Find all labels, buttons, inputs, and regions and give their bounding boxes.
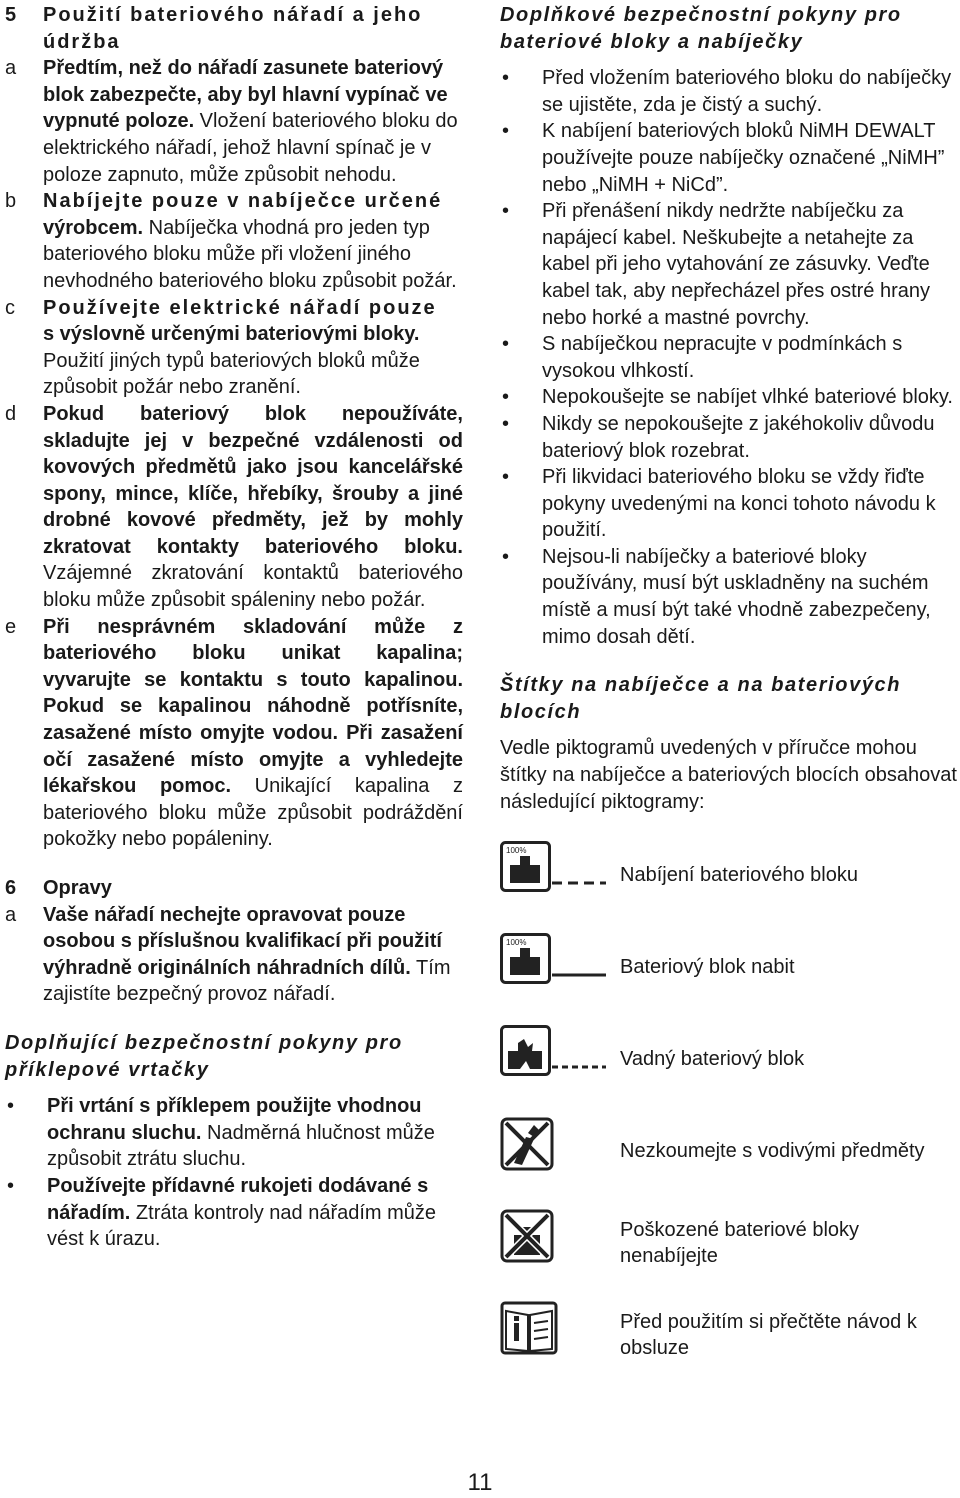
bullet-point: • (502, 67, 510, 90)
item-label: a (5, 903, 17, 926)
drill-safety-heading: Doplňující bezpečnostní pokyny pro příklepové vrtačky (5, 1031, 403, 1081)
no-charge-damaged-icon (500, 1209, 610, 1277)
item-bold-text: s výslovně určenými bateriovými bloky. (43, 323, 420, 346)
item-bold-text: výrobcem. (43, 216, 144, 239)
item-body-text: Vzájemné zkratování kontaktů bateriového bloku může způsobit spáleniny nebo požár. (43, 562, 463, 612)
section-5-heading (5, 2, 463, 55)
item-bold-text: Při vrtání s příklepem použijte vhodnou ochranu sluchu. (47, 1095, 422, 1144)
icon-label: Nezkoumejte s vodivými předměty (620, 1139, 925, 1162)
section-number: 5 (5, 4, 17, 26)
battery-safety-text: Nepokoušejte se nabíjet vlhké bateriové bloky. (542, 386, 953, 409)
left-column (5, 2, 463, 1253)
battery-safety-text: Před vložením bateriového bloku do nabíječky se ujistěte, zda je čistý a suchý. (542, 67, 952, 116)
item-label: d (5, 402, 17, 425)
item-6a (5, 902, 463, 1008)
battery-defective-icon (500, 1025, 610, 1093)
bullet-point: • (502, 545, 510, 568)
item-bold-text: Používejte přídavné rukojeti dodávané s nářadím. (47, 1174, 429, 1224)
battery-safety-heading: Doplňkové bezpečnostní pokyny pro bateriové bloky a nabíječky (500, 4, 902, 53)
item-bold-text: Vaše nářadí nechejte opravovat pouze osobou s příslušnou kvalifikací při použití výhradně originálních náhradních dílů. (43, 903, 442, 979)
bullet-point: • (502, 412, 510, 435)
icon-row-defective (500, 1013, 958, 1105)
battery-safety-text: K nabíjení bateriových bloků NiMH DEWALT používejte pouze nabíječky označené „NiMH” nebo „NiMH + NiCd”. (542, 120, 945, 196)
item-5c (5, 295, 463, 401)
item-label: c (5, 296, 15, 319)
item-body-text: Tím zajistíte bezpečný provoz nářadí. (43, 956, 451, 1006)
icon-row-no-conductive (500, 1105, 958, 1197)
section-number: 6 (5, 877, 17, 899)
item-bold-text: Pokud bateriový blok nepoužíváte, skladujte jej v bezpečné vzdálenosti od kovových předmětů jako jsou kancelářské spony, mince, klíče, hřebíky, šrouby a jiné drobné kovové předměty, jež by mohly zkratovat kontakty bateriového bloku. (43, 402, 463, 558)
page-number: 11 (467, 1469, 493, 1496)
icon-row-manual (500, 1289, 958, 1381)
item-5a (5, 55, 463, 188)
icon-label: Bateriový blok nabit (620, 955, 795, 978)
icon-label: Vadný bateriový blok (620, 1047, 805, 1070)
no-conductive-objects-icon (500, 1117, 610, 1185)
labels-heading: Štítky na nabíječce a na bateriových blocích (500, 674, 902, 723)
item-body-text: Nadměrná hlučnost může způsobit ztrátu sluchu. (47, 1121, 435, 1171)
battery-safety-text: S nabíječkou nepracujte v podmínkách s vysokou vlhkostí. (542, 333, 903, 382)
item-body-text: Použití jiných typů bateriových bloků může způsobit požár nebo zranění. (43, 349, 420, 399)
bullet-point: • (502, 333, 510, 356)
battery-safety-item (500, 331, 958, 384)
item-5e (5, 614, 463, 853)
bullet-point: • (7, 1095, 15, 1118)
icon-row-damaged (500, 1197, 958, 1289)
icon-label: Poškozené bateriové bloky nenabíjejte (620, 1218, 860, 1268)
drill-bullet-2 (5, 1173, 463, 1253)
item-bold-text: Předtím, než do nářadí zasunete bateriový blok zabezpečte, aby byl hlavní vypínač ve vypnuté poloze. (43, 57, 448, 133)
battery-safety-text: Při likvidaci bateriového bloku se vždy řiďte pokyny uvedenými na konci tohoto návodu k použití. (542, 466, 936, 542)
item-5d (5, 401, 463, 614)
item-label: a (5, 57, 17, 80)
section-title-line2: údržba (43, 30, 121, 53)
bullet-point: • (502, 120, 510, 143)
icon-row-charged (500, 921, 958, 1013)
item-body-text: Nabíječka vhodná pro jeden typ bateriového bloku může při vložení jiného nevhodného bateriového bloku způsobit požár. (43, 216, 457, 292)
battery-safety-item (500, 544, 958, 650)
item-body-text: Unikající kapalina z bateriového bloku může způsobit podráždění pokožky nebo popáleniny. (43, 775, 463, 851)
item-bold-text: Nabíjejte pouze v nabíječce určené (43, 190, 443, 213)
item-label: b (5, 190, 17, 213)
section-title-line1: Použití bateriového nářadí a jeho (43, 4, 423, 26)
icon-label: Před použitím si přečtěte návod k obsluze (620, 1310, 917, 1360)
item-bold-text: Používejte elektrické nářadí pouze (43, 296, 437, 319)
battery-safety-item (500, 384, 958, 411)
battery-safety-item (500, 65, 958, 118)
battery-safety-text: Nejsou-li nabíječky a bateriové bloky používány, musí být uskladněny na suchém místě a musí být také vhodně zabezpečeny, mimo dosah dětí. (542, 545, 931, 648)
drill-bullet-1 (5, 1093, 463, 1173)
item-body-text: Ztráta kontroly nad nářadím může vést k úrazu. (47, 1201, 437, 1251)
battery-safety-list (500, 65, 958, 650)
section-6-heading (5, 875, 463, 902)
labels-intro: Vedle piktogramů uvedených v příručce mohou štítky na nabíječce a bateriových blocích obsahovat následující piktogramy: (500, 737, 957, 813)
battery-safety-item (500, 464, 958, 544)
battery-safety-item (500, 411, 958, 464)
icon-label: Nabíjení bateriového bloku (620, 863, 858, 886)
item-body-text: Vložení bateriového bloku do elektrického nářadí, jehož hlavní spínač je v poloze zapnuto, může způsobit nehodu. (43, 110, 458, 186)
battery-safety-item (500, 118, 958, 198)
bullet-point: • (502, 466, 510, 489)
battery-charged-icon (500, 933, 610, 1001)
section-title: Opravy (43, 877, 112, 899)
item-bold-text: Při nesprávném skladování může z bateriového bloku unikat kapalina; vyvarujte se kontaktu s touto kapalinou. Pokud se kapalinou náhodně potřísníte, zasažené místo omyjte vodou. Při zasažení očí zasažené místo omyjte a vyhledejte lékařskou pomoc. (43, 615, 463, 798)
icon-row-charging (500, 829, 958, 921)
bullet-point: • (502, 386, 510, 409)
battery-safety-text: Při přenášení nikdy nedržte nabíječku za napájecí kabel. Neškubejte a netahejte za kabel při jeho vytahování ze zásuvky. Veďte kabel tak, aby nepřecházel přes ostré hrany nebo horké a mastné povrchy. (542, 200, 930, 329)
right-column (500, 2, 958, 1381)
bullet-point: • (502, 200, 510, 223)
battery-charging-icon (500, 841, 610, 909)
bullet-point: • (7, 1174, 15, 1197)
svg-text:100%: 100% (506, 846, 527, 856)
svg-text:100%: 100% (506, 938, 527, 948)
battery-safety-text: Nikdy se nepokoušejte z jakéhokoliv důvodu bateriový blok rozebrat. (542, 412, 935, 462)
battery-safety-item (500, 198, 958, 331)
item-5b (5, 188, 463, 294)
read-manual-icon (500, 1301, 610, 1369)
item-label: e (5, 615, 17, 638)
